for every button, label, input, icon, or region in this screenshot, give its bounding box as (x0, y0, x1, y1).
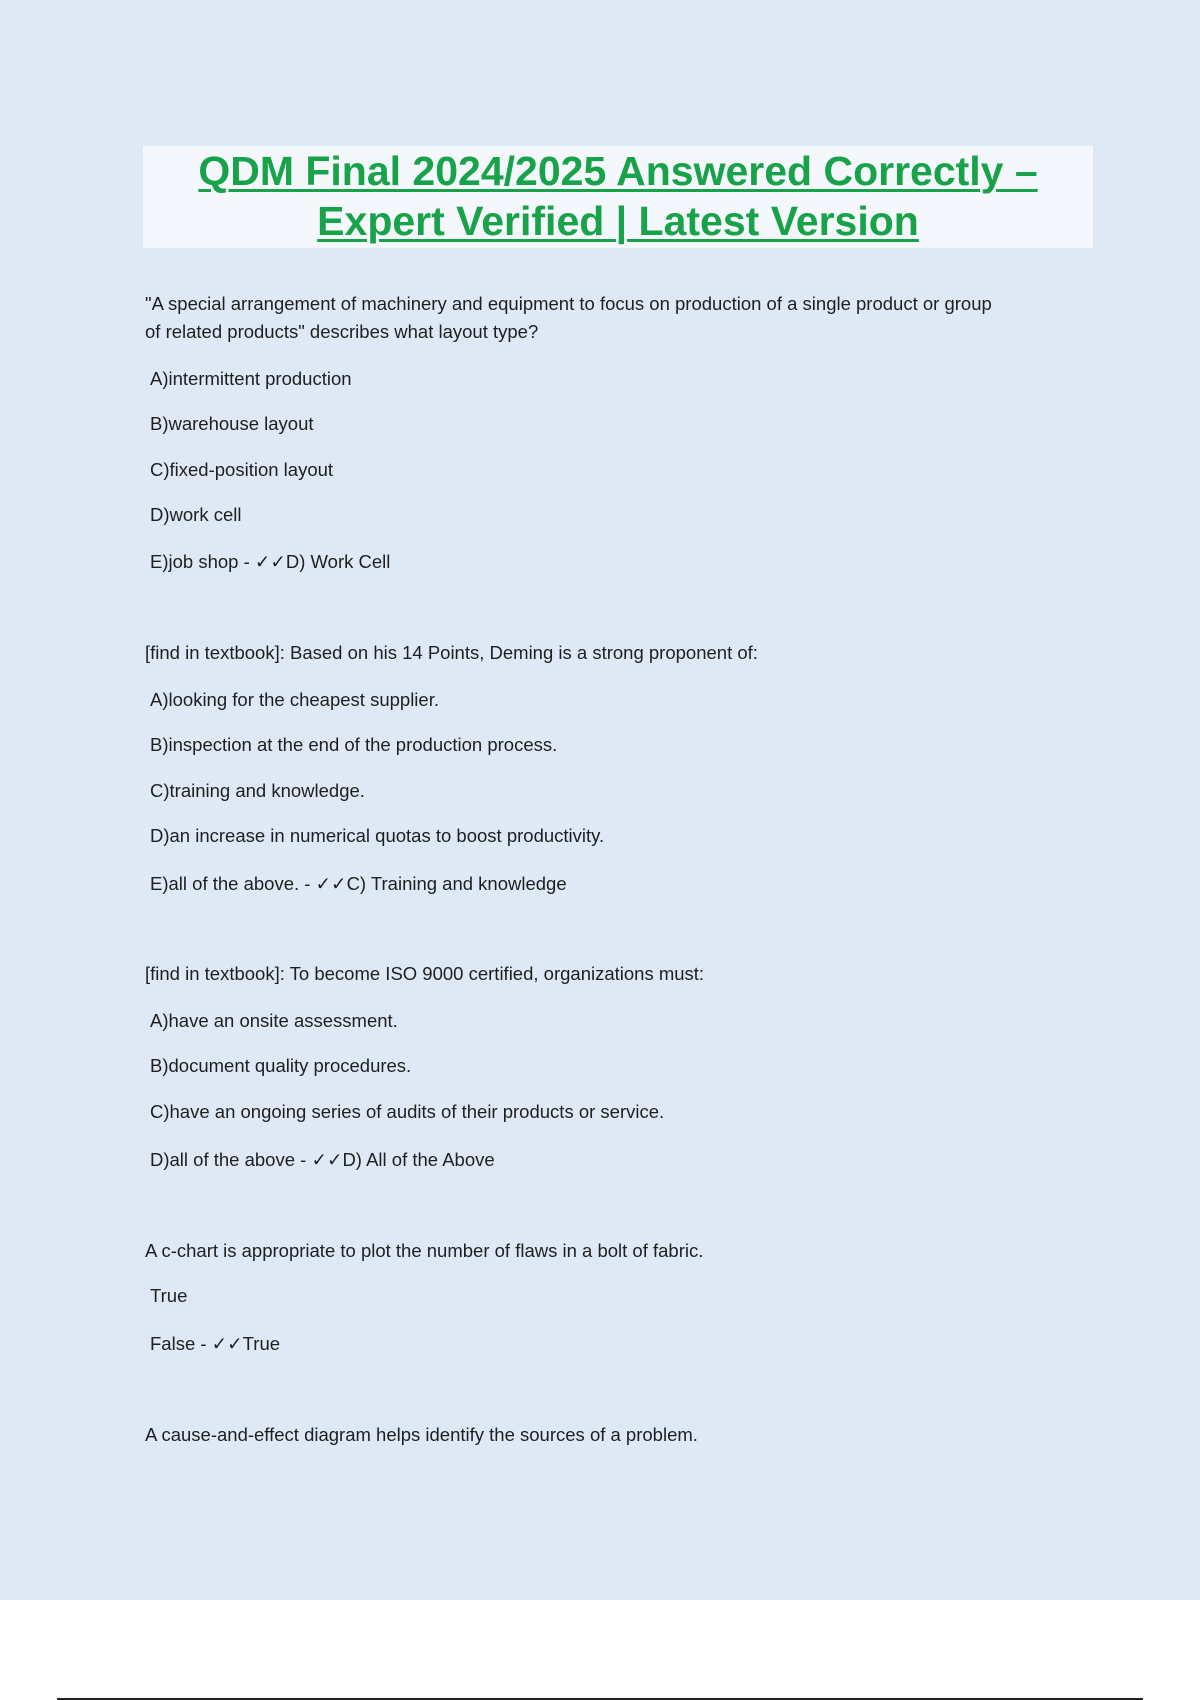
question-3-option-c: C)have an ongoing series of audits of their products or service. (150, 1101, 665, 1122)
title-line-2: Expert Verified | Latest Version (317, 198, 919, 244)
question-5-prompt: A cause-and-effect diagram helps identify the sources of a problem. (145, 1424, 698, 1445)
question-2-option-c: C)training and knowledge. (150, 780, 365, 801)
question-1-prompt-line-2: of related products" describes what layout type? (145, 321, 539, 342)
question-3-option-a: A)have an onsite assessment. (150, 1010, 398, 1031)
question-1-option-a: A)intermittent production (150, 368, 352, 389)
question-3-prompt: [find in textbook]: To become ISO 9000 certified, organizations must: (145, 963, 705, 984)
question-2-option-a: A)looking for the cheapest supplier. (150, 689, 439, 710)
question-1-option-d: D)work cell (150, 504, 242, 525)
question-4-option-true: True (150, 1285, 188, 1306)
document-title (143, 146, 1093, 248)
question-1-option-c: C)fixed-position layout (150, 459, 334, 480)
question-2-option-e-answer: E)all of the above. - ✓✓C) Training and knowledge (150, 873, 567, 894)
question-4-option-false-answer: False - ✓✓True (150, 1333, 281, 1354)
question-3-option-d-answer: D)all of the above - ✓✓D) All of the Above (150, 1149, 495, 1170)
question-3-option-b: B)document quality procedures. (150, 1055, 412, 1076)
question-2-prompt: [find in textbook]: Based on his 14 Points, Deming is a strong proponent of: (145, 642, 758, 663)
question-4-prompt: A c-chart is appropriate to plot the number of flaws in a bolt of fabric. (145, 1240, 704, 1261)
question-2-option-d: D)an increase in numerical quotas to boost productivity. (150, 825, 605, 846)
question-1 (145, 290, 1095, 346)
question-1-prompt-line-1: "A special arrangement of machinery and equipment to focus on production of a single product or group (145, 293, 992, 314)
title-line-1: QDM Final 2024/2025 Answered Correctly – (198, 148, 1038, 194)
question-1-option-b: B)warehouse layout (150, 413, 314, 434)
question-2-option-b: B)inspection at the end of the production process. (150, 734, 558, 755)
question-1-option-e-answer: E)job shop - ✓✓D) Work Cell (150, 551, 391, 572)
